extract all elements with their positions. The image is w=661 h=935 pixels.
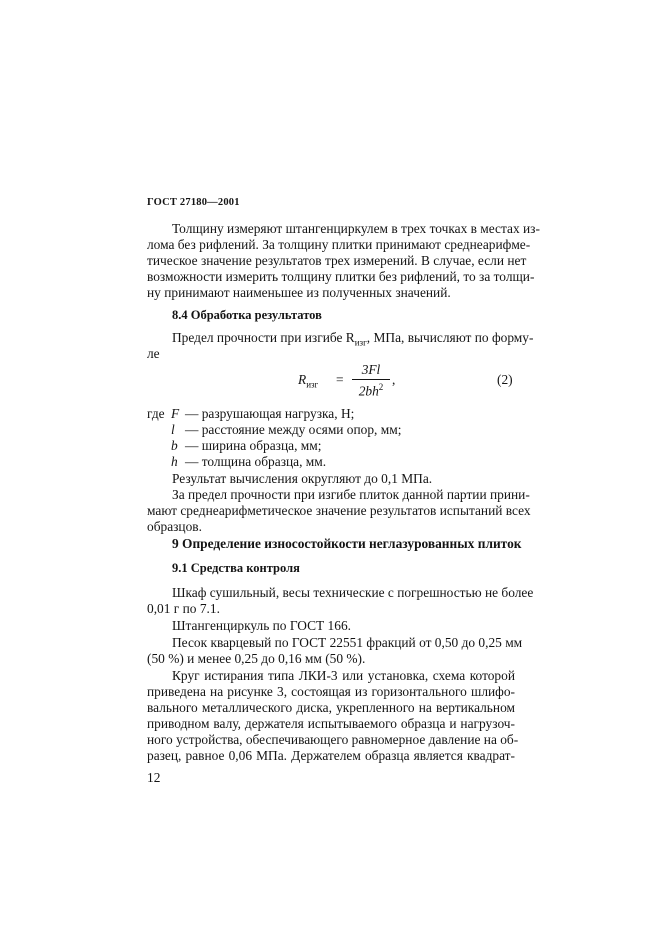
definition-line: h — толщина образца, мм.: [171, 454, 327, 469]
paragraph-line: (50 %) и менее 0,25 до 0,16 мм (50 %).: [147, 651, 366, 666]
page-number: 12: [147, 770, 161, 785]
section-heading-9: 9 Определение износостойкости неглазурованных плиток: [172, 536, 522, 551]
definition-line: b — ширина образца, мм;: [171, 438, 322, 453]
paragraph-line: Песок кварцевый по ГОСТ 22551 фракций от 0,50 до 0,25 мм: [172, 635, 523, 650]
section-heading-8-4: 8.4 Обработка результатов: [172, 308, 322, 322]
definition-line: l — расстояние между осями опор, мм;: [171, 422, 402, 437]
paragraph-line: Шкаф сушильный, весы технические с погрешностью не более: [172, 585, 534, 600]
paragraph-line: лома без рифлений. За толщину плитки принимают среднеарифме-: [147, 237, 531, 252]
fraction-bar: [352, 379, 390, 380]
document-header: ГОСТ 27180—2001: [147, 197, 240, 208]
formula-equals: =: [336, 372, 344, 387]
paragraph-line: тическое значение результатов трех измерений. В случае, если нет: [147, 253, 527, 268]
paragraph-line: разец, равное 0,06 МПа. Держателем образца является квадрат-: [147, 748, 515, 763]
paragraph-line: ле: [147, 346, 160, 361]
paragraph-line: Предел прочности при изгибе $R_{изг}$, МПа, вычисляют по форму-: [172, 330, 534, 348]
section-heading-9-1: 9.1 Средства контроля: [172, 561, 300, 575]
definition-line: где F — разрушающая нагрузка, Н;: [147, 406, 355, 421]
paragraph-line: Толщину измеряют штангенциркулем в трех точках в местах из-: [172, 221, 540, 236]
paragraph-line: ну принимают наименьшее из полученных значений.: [147, 285, 451, 300]
paragraph-line: Круг истирания типа ЛКИ-3 или установка, схема которой: [172, 668, 515, 683]
paragraph-line: Штангенциркуль по ГОСТ 166.: [172, 618, 351, 633]
formula-lhs: $R_{изг}$: [298, 372, 319, 390]
formula-numerator: 3Fl: [361, 362, 381, 377]
paragraph-line: приведена на рисунке 3, состоящая из горизонтального шлифо-: [147, 684, 515, 699]
paragraph-line: Результат вычисления округляют до 0,1 МПа.: [172, 471, 433, 486]
paragraph-line: мают среднеарифметическое значение результатов испытаний всех: [147, 503, 531, 518]
formula-comma: ,: [392, 372, 396, 387]
paragraph-line: приводном валу, держателя испытываемого образца и нагрузоч-: [147, 716, 515, 731]
formula-number: (2): [497, 372, 513, 387]
paragraph-line: возможности измерить толщину плитки без рифлений, то за толщи-: [147, 269, 535, 284]
paragraph-line: вального металлического диска, укрепленного на вертикальном: [147, 700, 515, 715]
paragraph-line: ного устройства, обеспечивающего равномерное давление на об-: [147, 732, 519, 747]
paragraph-line: За предел прочности при изгибе плиток данной партии прини-: [172, 487, 530, 502]
paragraph-line: 0,01 г по 7.1.: [147, 601, 220, 616]
formula-denominator: $2bh^2$: [358, 382, 384, 399]
paragraph-line: образцов.: [147, 519, 202, 534]
formula-2: [298, 360, 478, 410]
